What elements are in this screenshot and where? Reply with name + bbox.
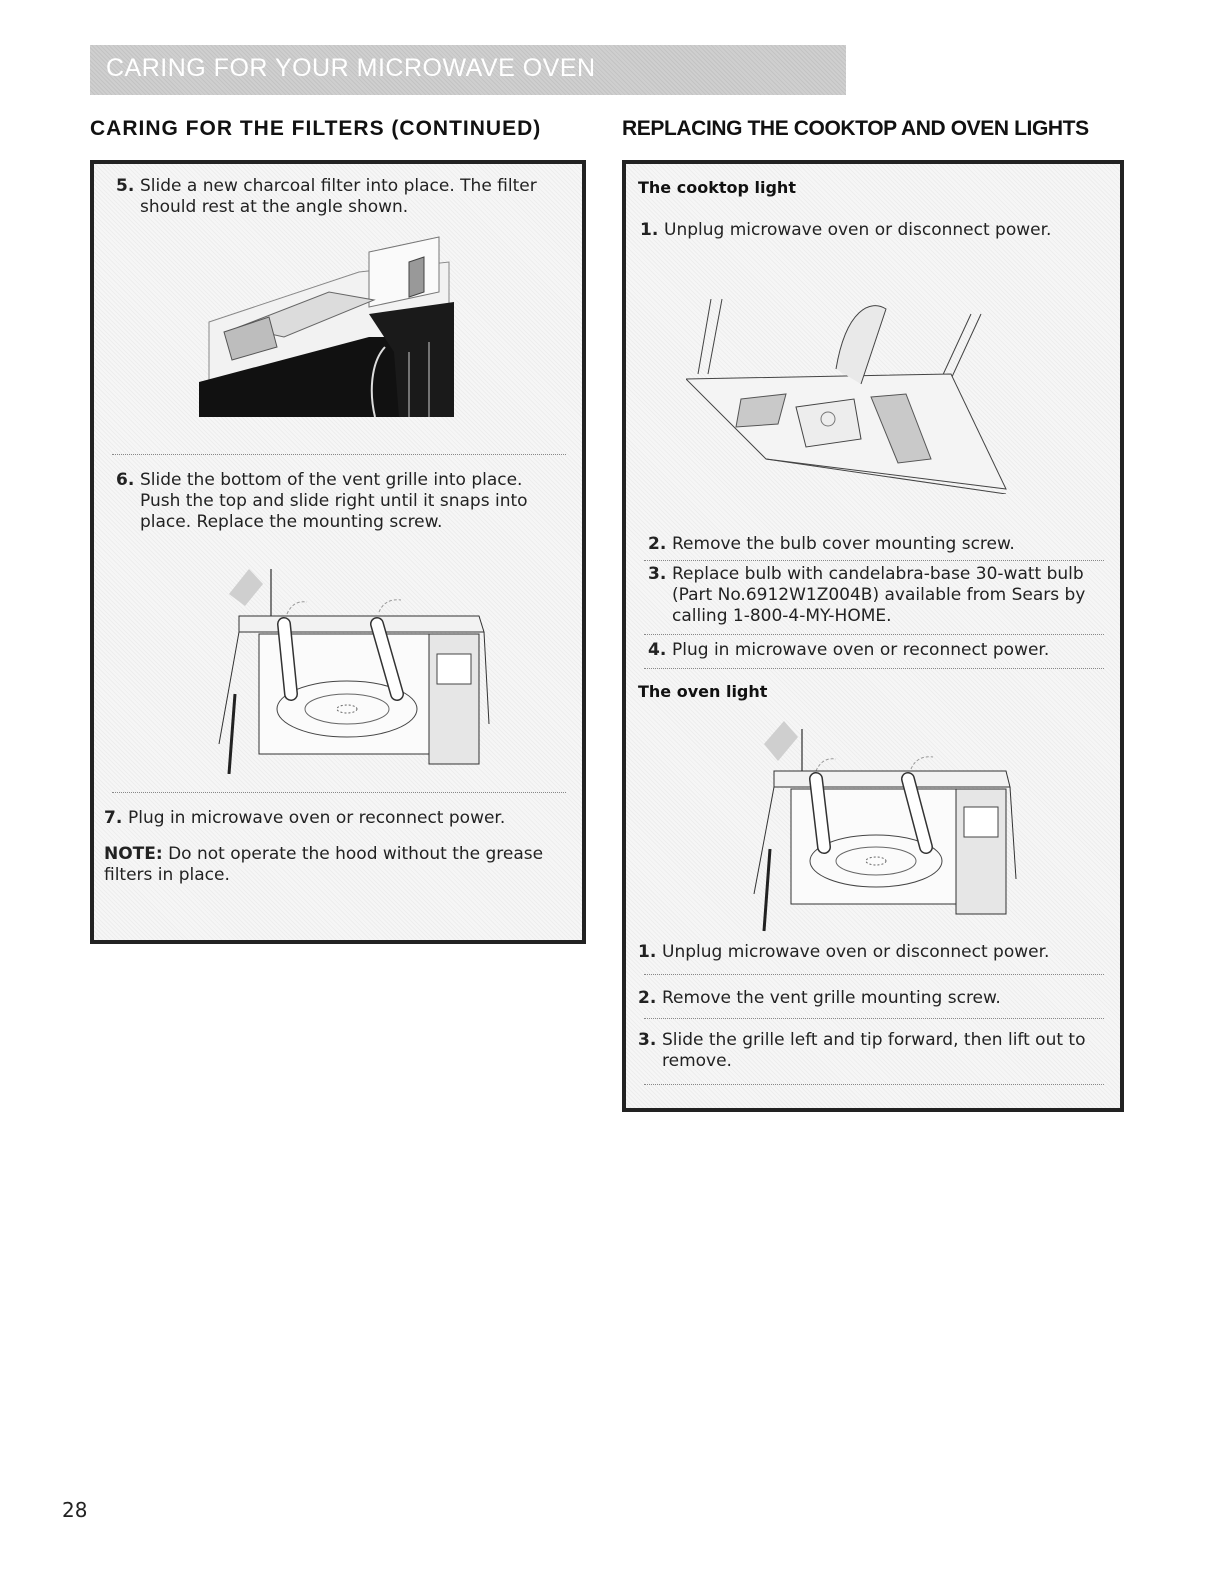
filter-step-7	[104, 808, 564, 829]
cooktop-step-2	[648, 534, 1108, 555]
filter-step-5	[116, 176, 556, 218]
step-number: 5.	[116, 176, 135, 196]
divider	[644, 668, 1104, 669]
oven-step-1	[638, 942, 1108, 963]
step-text: Slide the bottom of the vent grille into place. Push the top and slide right until it snaps into place. Replace the mounting screw.	[140, 470, 528, 532]
divider	[644, 1084, 1104, 1085]
step-number: 6.	[116, 470, 135, 490]
step-text: Plug in microwave oven or reconnect power.	[128, 808, 506, 828]
step-text: Unplug microwave oven or disconnect power.	[662, 942, 1050, 962]
step-number: 7.	[104, 808, 123, 828]
divider	[644, 1018, 1104, 1019]
step-number: 2.	[638, 988, 657, 1008]
oven-light-illustration	[736, 709, 1036, 934]
step-number: 1.	[640, 220, 659, 240]
step-text: Plug in microwave oven or reconnect power.	[672, 640, 1050, 660]
note-text: Do not operate the hood without the grease filters in place.	[104, 844, 544, 885]
filter-note	[104, 844, 544, 886]
step-number: 3.	[638, 1030, 657, 1050]
cooktop-light-illustration	[686, 299, 1016, 494]
step-text: Slide the grille left and tip forward, then lift out to remove.	[662, 1030, 1086, 1071]
step-text: Remove the vent grille mounting screw.	[662, 988, 1001, 1008]
oven-step-3	[638, 1030, 1108, 1072]
divider	[644, 560, 1104, 561]
divider	[644, 634, 1104, 635]
section-banner	[90, 45, 846, 95]
step-number: 2.	[648, 534, 667, 554]
step-number: 4.	[648, 640, 667, 660]
step-text: Replace bulb with candelabra-base 30-watt bulb (Part No.6912W1Z004B) available from Sears by calling 1-800-4-MY-HOME.	[672, 564, 1086, 626]
cooktop-step-3	[648, 564, 1108, 627]
page-number: 28	[62, 1498, 88, 1522]
divider	[112, 454, 566, 455]
vent-grille-illustration	[199, 544, 504, 774]
lights-title: REPLACING THE COOKTOP AND OVEN LIGHTS	[622, 117, 1089, 140]
divider	[112, 792, 566, 793]
divider	[644, 974, 1104, 975]
step-text: Unplug microwave oven or disconnect power.	[664, 220, 1052, 240]
step-number: 3.	[648, 564, 667, 584]
filters-title: CARING FOR THE FILTERS (CONTINUED)	[90, 117, 542, 140]
step-number: 1.	[638, 942, 657, 962]
filter-step-6	[116, 470, 568, 533]
cooktop-step-1	[640, 220, 1110, 241]
filters-panel	[90, 160, 586, 944]
cooktop-step-4	[648, 640, 1108, 661]
banner-title: CARING FOR YOUR MICROWAVE OVEN	[106, 54, 596, 82]
step-text: Slide a new charcoal filter into place. The filter should rest at the angle shown.	[140, 176, 537, 217]
step-text: Remove the bulb cover mounting screw.	[672, 534, 1015, 554]
note-label: NOTE:	[104, 844, 163, 864]
cooktop-light-heading: The cooktop light	[638, 178, 796, 197]
charcoal-filter-illustration	[199, 232, 459, 417]
oven-light-heading: The oven light	[638, 682, 768, 701]
lights-panel	[622, 160, 1124, 1112]
oven-step-2	[638, 988, 1108, 1009]
